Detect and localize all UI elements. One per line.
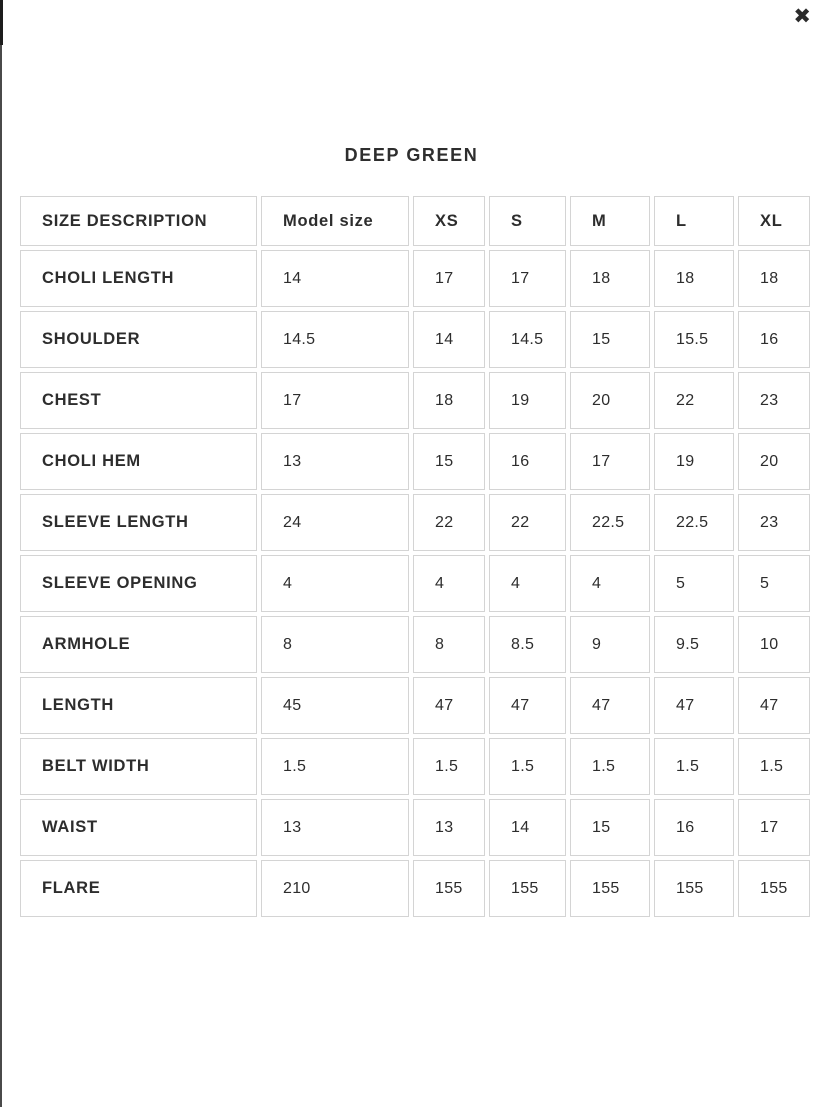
- size-chart-table: [16, 192, 814, 921]
- value-cell: 47: [738, 677, 810, 734]
- value-cell: 1.5: [654, 738, 734, 795]
- row-label: CHEST: [20, 372, 257, 429]
- value-cell: 4: [489, 555, 566, 612]
- close-button[interactable]: [789, 4, 815, 29]
- header-cell-xl: XL: [738, 196, 810, 246]
- value-cell: 17: [489, 250, 566, 307]
- table-row: [20, 250, 810, 307]
- table-row: [20, 494, 810, 551]
- value-cell: 47: [570, 677, 650, 734]
- value-cell: 15: [570, 799, 650, 856]
- value-cell: 210: [261, 860, 409, 917]
- value-cell: 1.5: [413, 738, 485, 795]
- value-cell: 1.5: [261, 738, 409, 795]
- value-cell: 14.5: [489, 311, 566, 368]
- value-cell: 4: [570, 555, 650, 612]
- value-cell: 5: [654, 555, 734, 612]
- value-cell: 155: [489, 860, 566, 917]
- value-cell: 18: [654, 250, 734, 307]
- row-label: ARMHOLE: [20, 616, 257, 673]
- row-label: LENGTH: [20, 677, 257, 734]
- value-cell: 22: [489, 494, 566, 551]
- value-cell: 1.5: [570, 738, 650, 795]
- row-label: SLEEVE OPENING: [20, 555, 257, 612]
- value-cell: 19: [489, 372, 566, 429]
- table-row: [20, 738, 810, 795]
- value-cell: 15: [570, 311, 650, 368]
- value-cell: 19: [654, 433, 734, 490]
- value-cell: 9.5: [654, 616, 734, 673]
- value-cell: 15: [413, 433, 485, 490]
- value-cell: 4: [261, 555, 409, 612]
- header-cell-size-description: SIZE DESCRIPTION: [20, 196, 257, 246]
- table-row: [20, 860, 810, 917]
- header-cell-xs: XS: [413, 196, 485, 246]
- row-label: SLEEVE LENGTH: [20, 494, 257, 551]
- value-cell: 17: [570, 433, 650, 490]
- value-cell: 22: [654, 372, 734, 429]
- row-label: FLARE: [20, 860, 257, 917]
- value-cell: 14: [261, 250, 409, 307]
- value-cell: 47: [413, 677, 485, 734]
- value-cell: 13: [261, 433, 409, 490]
- table-header-row: [20, 196, 810, 246]
- header-cell-s: S: [489, 196, 566, 246]
- value-cell: 155: [738, 860, 810, 917]
- value-cell: 18: [738, 250, 810, 307]
- close-icon: ✖: [793, 4, 811, 28]
- value-cell: 23: [738, 494, 810, 551]
- value-cell: 24: [261, 494, 409, 551]
- value-cell: 9: [570, 616, 650, 673]
- row-label: WAIST: [20, 799, 257, 856]
- value-cell: 5: [738, 555, 810, 612]
- value-cell: 18: [413, 372, 485, 429]
- value-cell: 20: [570, 372, 650, 429]
- table-row: [20, 433, 810, 490]
- value-cell: 20: [738, 433, 810, 490]
- table-row: [20, 372, 810, 429]
- row-label: SHOULDER: [20, 311, 257, 368]
- page-left-edge-strip: [0, 0, 2, 1107]
- value-cell: 14.5: [261, 311, 409, 368]
- value-cell: 4: [413, 555, 485, 612]
- value-cell: 155: [654, 860, 734, 917]
- row-label: CHOLI LENGTH: [20, 250, 257, 307]
- header-cell-l: L: [654, 196, 734, 246]
- value-cell: 14: [413, 311, 485, 368]
- table-row: [20, 799, 810, 856]
- value-cell: 16: [654, 799, 734, 856]
- value-cell: 8.5: [489, 616, 566, 673]
- value-cell: 155: [413, 860, 485, 917]
- table-row: [20, 616, 810, 673]
- value-cell: 17: [738, 799, 810, 856]
- value-cell: 22: [413, 494, 485, 551]
- row-label: CHOLI HEM: [20, 433, 257, 490]
- value-cell: 16: [738, 311, 810, 368]
- value-cell: 13: [413, 799, 485, 856]
- value-cell: 8: [413, 616, 485, 673]
- value-cell: 23: [738, 372, 810, 429]
- value-cell: 17: [413, 250, 485, 307]
- value-cell: 47: [489, 677, 566, 734]
- value-cell: 1.5: [489, 738, 566, 795]
- size-chart-title: DEEP GREEN: [344, 145, 479, 165]
- value-cell: 45: [261, 677, 409, 734]
- value-cell: 22.5: [654, 494, 734, 551]
- page-left-edge-strip-top: [0, 0, 3, 45]
- table-row: [20, 311, 810, 368]
- value-cell: 15.5: [654, 311, 734, 368]
- value-cell: 8: [261, 616, 409, 673]
- value-cell: 17: [261, 372, 409, 429]
- value-cell: 10: [738, 616, 810, 673]
- value-cell: 13: [261, 799, 409, 856]
- row-label: BELT WIDTH: [20, 738, 257, 795]
- value-cell: 1.5: [738, 738, 810, 795]
- value-cell: 14: [489, 799, 566, 856]
- value-cell: 47: [654, 677, 734, 734]
- header-cell-model-size: Model size: [261, 196, 409, 246]
- table-row: [20, 677, 810, 734]
- table-row: [20, 555, 810, 612]
- header-cell-m: M: [570, 196, 650, 246]
- value-cell: 22.5: [570, 494, 650, 551]
- value-cell: 16: [489, 433, 566, 490]
- value-cell: 18: [570, 250, 650, 307]
- value-cell: 155: [570, 860, 650, 917]
